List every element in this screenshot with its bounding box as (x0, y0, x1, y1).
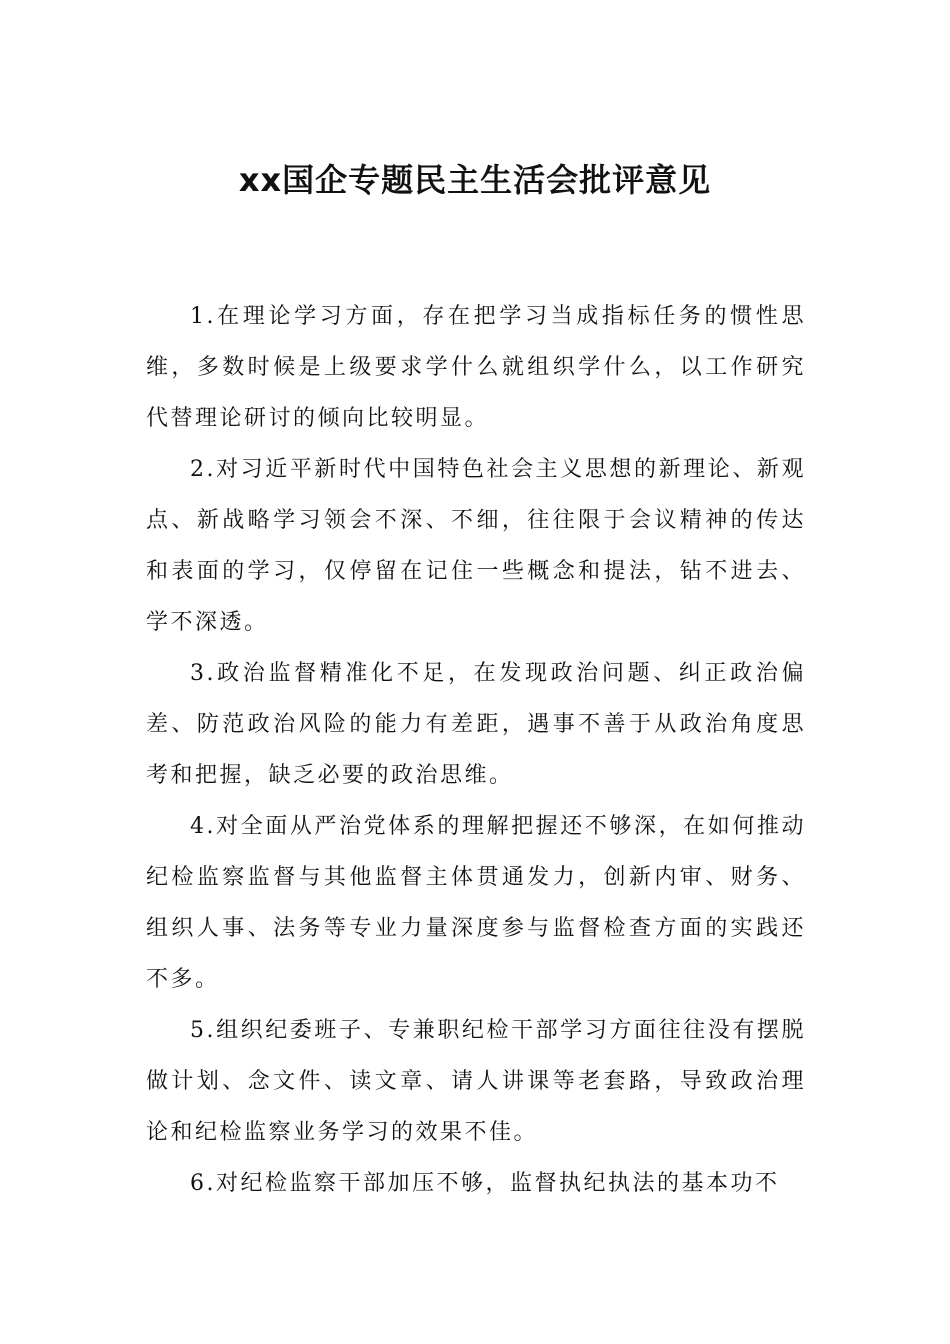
paragraph-3: 3.政治监督精准化不足，在发现政治问题、纠正政治偏差、防范政治风险的能力有差距，遇事不善于从政治角度思考和把握，缺乏必要的政治思维。 (146, 661, 806, 788)
paragraph-1: 1.在理论学习方面，存在把学习当成指标任务的惯性思维，多数时候是上级要求学什么就组织学什么，以工作研究代替理论研讨的倾向比较明显。 (146, 304, 806, 431)
document-body (146, 291, 806, 1209)
paragraph-5: 5.组织纪委班子、专兼职纪检干部学习方面往往没有摆脱做计划、念文件、读文章、请人讲课等老套路，导致政治理论和纪检监察业务学习的效果不佳。 (146, 1018, 806, 1145)
paragraph-6: 6.对纪检监察干部加压不够，监督执纪执法的基本功不 (190, 1171, 780, 1196)
document-title: xx国企专题民主生活会批评意见 (238, 161, 712, 199)
paragraph-2: 2.对习近平新时代中国特色社会主义思想的新理论、新观点、新战略学习领会不深、不细，往往限于会议精神的传达和表面的学习，仅停留在记住一些概念和提法，钻不进去、学不深透。 (146, 457, 806, 635)
paragraph-4: 4.对全面从严治党体系的理解把握还不够深，在如何推动纪检监察监督与其他监督主体贯通发力，创新内审、财务、组织人事、法务等专业力量深度参与监督检查方面的实践还不多。 (146, 814, 806, 992)
